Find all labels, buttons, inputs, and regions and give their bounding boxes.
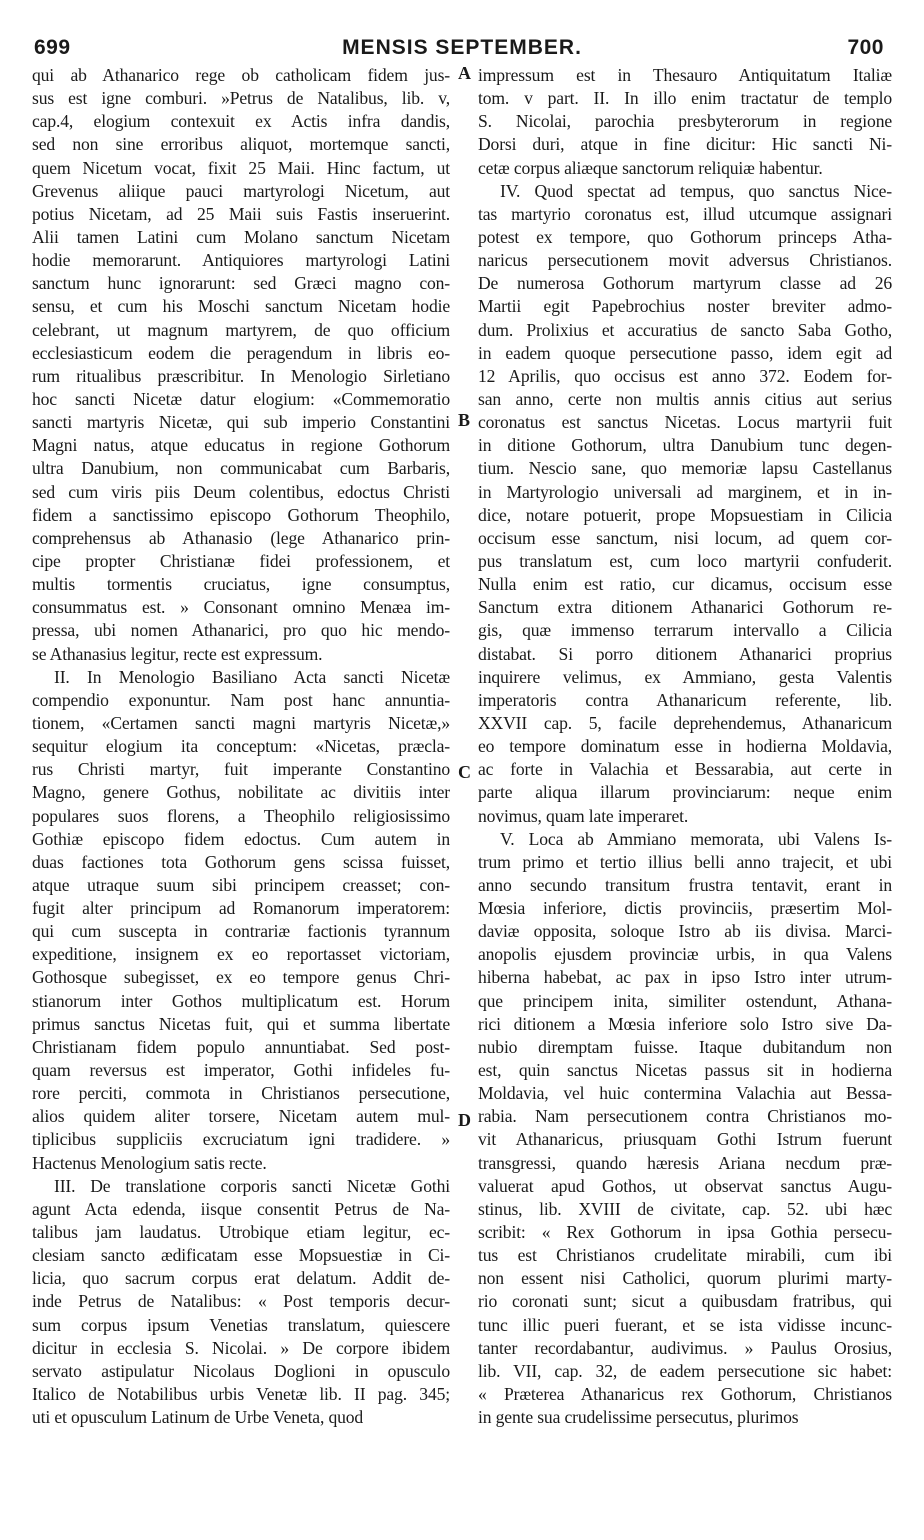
text-line: qui ab Athanarico rege ob catholicam fidem jus- (32, 65, 450, 85)
text-line: atque utraque suum sibi principem creasset; con- (32, 874, 450, 895)
text-line: coronatus est sanctus Nicetas. Locus martyrii fuit (478, 412, 892, 433)
text-line: distabat. Si porro ditionem Athanarici proprius (478, 643, 892, 664)
text-line: hodie memorarunt. Antiquiores martyrologi Latini (32, 250, 450, 271)
text-line: III. De translatione corporis sancti Nicetæ Gothi (54, 1175, 450, 1196)
text-line: fidem a sanctissimo episcopo Gothorum Theophilo, (32, 504, 450, 525)
text-line: sum corpus ipsum Venetias translatum, quiescere (32, 1314, 450, 1335)
text-line: est, quin sanctus Nicetas passus sit in hodierna (478, 1060, 892, 1081)
text-line: gis, quæ immenso terrarum intervallo a Cilicia (478, 620, 892, 641)
text-line: se Athanasius legitur, recte est expressum. (32, 643, 323, 664)
text-line: Alii tamen Latini cum Molano sanctum Nicetam (32, 226, 450, 247)
text-line: multis tormentis cruciatus, igne consumptus, (32, 574, 450, 595)
text-line: hoc sancti Nicetæ datur elogium: «Commemoratio (32, 388, 450, 409)
text-line: tus est Christianos crudelitate mirabili, cum ibi (478, 1245, 892, 1266)
text-line: Sanctum extra ditionem Athanarici Gothorum re- (478, 597, 892, 618)
text-line: Mœsia inferiore, dictis provinciis, præsertim Mol- (478, 898, 892, 919)
text-line: in Martyrologio universali ad marginem, et in in- (478, 481, 892, 502)
text-line: sequitur elogium ita conceptum: «Nicetas, præcla- (32, 736, 450, 757)
text-line: Magni natus, atque educatus in regione Gothorum (32, 435, 450, 456)
text-line: impressum est in Thesauro Antiquitatum Italiæ (478, 65, 892, 85)
text-line: comprehensus ab Athanasio (lege Athanarico prin- (32, 527, 450, 548)
text-line: rabia. Nam persecutionem contra Christianos mo- (478, 1106, 892, 1127)
text-line: scribit: « Rex Gothorum in ipsa Gothia persecu- (478, 1222, 892, 1243)
text-line: san anno, certe non multis annis citius aut serius (478, 388, 892, 409)
text-line: IV. Quod spectat ad tempus, quo sanctus Nice- (500, 180, 892, 201)
text-line: occisum esse sanctum, nisi locum, ad quem cor- (478, 527, 892, 548)
text-line: sus est igne comburi. »Petrus de Natalibus, lib. v, (32, 88, 450, 109)
text-line: XXVII cap. 5, facile deprehendemus, Athanaricum (478, 712, 892, 733)
text-line: novimus, quam late imperaret. (478, 805, 689, 826)
text-line: tiplicibus suppliciis excruciatum igni tradidere. » (32, 1129, 450, 1150)
right-page-number: 700 (847, 36, 884, 59)
text-line: stinus, lib. XVIII de civitate, cap. 52. ubi hæc (478, 1198, 892, 1219)
text-line: sancti martyris Nicetæ, qui sub imperio Constantini (32, 412, 450, 433)
text-line: dice, notare potuerit, prope Mopsuestiam in Cilicia (478, 504, 892, 525)
margin-marker-d: D (458, 1110, 471, 1130)
text-line: in gente sua crudelissime persecutus, plurimos (478, 1407, 799, 1428)
text-line: tunc illic pueri fuerant, et se ista vidisse incunc- (478, 1314, 892, 1335)
text-line: sed non sine erroribus aliquot, mortemque sancti, (32, 134, 450, 155)
text-line: nubio diremptam fuisse. Itaque dubitandum non (478, 1036, 892, 1057)
text-line: cipe propter Christianæ fidei professionem, et (32, 550, 450, 571)
text-line: ultra Danubium, non communicabat cum Barbaris, (32, 458, 450, 479)
text-line: ac forte in Valachia et Bessarabia, aut certe in (478, 759, 892, 780)
text-line: rum ritualibus præscribitur. In Menologio Sirletiano (32, 365, 450, 386)
text-line: sanctum hunc ignorarunt: sed Græci magno con- (32, 273, 450, 294)
text-line: rici ditionem a Mœsia inferiore solo Istro sive Da- (478, 1013, 892, 1034)
left-text-column (32, 64, 450, 1429)
right-text-column (478, 64, 892, 1429)
text-line: tium. Nescio sane, quo memoriæ lapsu Castellanus (478, 458, 892, 479)
text-line: licia, quo sacrum corpus erat delatum. Addit de- (32, 1268, 450, 1289)
text-line: populares suos florens, a Theophilo religiosissimo (32, 805, 450, 826)
text-line: dum. Prolixius et accuratius de sancto Saba Gotho, (478, 319, 892, 340)
text-line: potest ex tempore, quo Gothorum princeps Atha- (478, 226, 892, 247)
text-line: daviæ opposita, soloque Istro ab iis divisa. Marci- (478, 921, 892, 942)
text-line: 12 Aprilis, quo occisus est anno 372. Eodem for- (478, 365, 892, 386)
text-line: in ditione Gothorum, ultra Danubium tunc degen- (478, 435, 892, 456)
text-line: Martii egit Papebrochius noster breviter admo- (478, 296, 892, 317)
text-line: Italico de Notabilibus urbis Venetæ lib. II pag. 345; (32, 1384, 450, 1405)
text-line: uti et opusculum Latinum de Urbe Veneta, quod (32, 1407, 364, 1428)
text-line: clesiam sancto ædificatam esse Mopsuestiæ in Ci- (32, 1245, 450, 1266)
text-line: Gothiæ episcopo fidem edoctus. Cum autem in (32, 828, 450, 849)
text-line: stianorum inter Gothos multiplicatum est. Horum (32, 990, 450, 1011)
text-line: expeditione, insignem ex eo reportasset victoriam, (32, 944, 450, 965)
text-line: anopolis ejusdem provinciæ urbis, in qua Valens (478, 944, 892, 965)
text-line: inde Petrus de Natalibus: « Post temporis decur- (32, 1291, 450, 1312)
margin-marker-a: A (458, 63, 471, 83)
margin-marker-c: C (458, 762, 471, 782)
text-line: quam reversus est imperator, Gothi infideles fu- (32, 1060, 450, 1081)
text-line: consummatus est. » Consonant omnino Menæa im- (32, 597, 450, 618)
text-line: Dorsi duri, atque in fine dicitur: Hic sancti Ni- (478, 134, 892, 155)
text-line: cetæ corpus aliæque sanctorum reliquiæ habentur. (478, 157, 823, 178)
text-line: pus translatum est, cum loco martyrii confuderit. (478, 550, 892, 571)
text-line: primus sanctus Nicetas fuit, qui et summa libertate (32, 1013, 450, 1034)
text-line: Nulla enim est ratio, cur dicamus, occisum esse (478, 574, 892, 595)
left-page-number: 699 (34, 36, 71, 59)
text-line: agunt Acta edenda, iisque consentit Petrus de Na- (32, 1198, 450, 1219)
text-line: tas martyrio coronatus est, illud utcumque assignari (478, 203, 892, 224)
text-line: Hactenus Menologium satis recte. (32, 1152, 267, 1173)
text-line: parte aliqua illarum provinciarum: neque enim (478, 782, 892, 803)
text-line: ecclesiasticum eodem die peragendum in libris eo- (32, 342, 450, 363)
text-line: Christianam fidem populo annuntiabat. Sed post- (32, 1036, 450, 1057)
text-line: dicitur in ecclesia S. Nicolai. » De corpore ibidem (32, 1337, 450, 1358)
text-line: rio coronati sunt; sicut a quibusdam fratribus, qui (478, 1291, 892, 1312)
text-line: talibus jam laudatus. Utrobique etiam legitur, ec- (32, 1222, 450, 1243)
text-line: pressa, ubi nomen Athanarici, pro quo hic mendo- (32, 620, 450, 641)
text-line: non essent nisi Catholici, quorum plurimi marty- (478, 1268, 892, 1289)
text-line: De numerosa Gothorum martyrum classe ad 26 (478, 273, 892, 294)
text-line: trum primo et tertio illius belli anno trajecit, et ubi (478, 851, 892, 872)
text-line: V. Loca ab Ammiano memorata, ubi Valens Is- (500, 828, 892, 849)
margin-marker-b: B (458, 410, 471, 430)
text-line: Gothosque subegisset, ex eo tempore genus Chri- (32, 967, 450, 988)
text-line: naricus persecutionem movit adversus Christianos. (478, 250, 892, 271)
text-line: in eadem quoque persecutione passo, idem egit ad (478, 342, 892, 363)
text-line: rus Christi martyr, fuit imperante Constantino (32, 759, 450, 780)
text-line: que principem inita, similiter ostendunt, Athana- (478, 990, 892, 1011)
text-line: transgressi, quando hæresis Ariana necdum præ- (478, 1152, 892, 1173)
text-line: inquirere velimus, ex Ammiano, gesta Valentis (478, 666, 892, 687)
text-line: duas factiones tota Gothorum gens scissa fuisset, (32, 851, 450, 872)
running-title: MENSIS SEPTEMBER. (342, 36, 582, 59)
text-line: valuerat apud Gothos, ut observat sanctus Augu- (478, 1175, 892, 1196)
text-line: qui cum suscepta in contrariæ factionis tyrannum (32, 921, 450, 942)
text-line: tionem, «Certamen sancti magni martyris Nicetæ,» (32, 712, 450, 733)
text-line: sensu, et cum his Moschi sanctum Nicetam hodie (32, 296, 450, 317)
text-line: S. Nicolai, parochia presbyterorum in regione (478, 111, 892, 132)
text-line: lib. VII, cap. 32, de eadem persecutione sic habet: (478, 1360, 892, 1381)
text-line: « Præterea Athanaricus rex Gothorum, Christianos (478, 1384, 892, 1405)
text-line: celebrant, ut magnum martyrem, de quo officium (32, 319, 450, 340)
text-line: servato astipulatur Nicolaus Doglioni in opusculo (32, 1360, 450, 1381)
text-line: eo tempore dominatum esse in hodierna Moldavia, (478, 736, 892, 757)
text-line: anno secundo transitum frustra tentavit, erant in (478, 874, 892, 895)
text-line: sed cum viris piis Deum colentibus, edoctus Christi (32, 481, 450, 502)
text-line: fugit alter principum ad Romanorum imperatorem: (32, 898, 450, 919)
text-line: vit Athanaricus, priusquam Gothi Istrum fuerunt (478, 1129, 892, 1150)
text-line: quem Nicetum vocat, fixit 25 Maii. Hinc factum, ut (32, 157, 450, 178)
text-line: compendio exponuntur. Nam post hanc annuntia- (32, 689, 450, 710)
text-line: cap.4, elogium contexuit ex Actis infra dandis, (32, 111, 450, 132)
text-line: imperatoris contra Athanaricum referente, lib. (478, 689, 892, 710)
text-line: tanter recordabantur, audivimus. » Paulus Orosius, (478, 1337, 892, 1358)
text-line: Grevenus aliique pauci martyrologi Nicetum, aut (32, 180, 450, 201)
text-line: rore perciti, commota in Christianos persecutione, (32, 1083, 450, 1104)
text-line: II. In Menologio Basiliano Acta sancti Nicetæ (54, 666, 450, 687)
text-line: potius Nicetam, ad 25 Maii suis Fastis inseruerint. (32, 203, 450, 224)
text-line: tom. v part. II. In illo enim tractatur de templo (478, 88, 892, 109)
text-line: Magno, genere Gothus, nobilitate ac divitiis inter (32, 782, 450, 803)
text-line: hiberna habebat, ac pax in ipso Istro inter utrum- (478, 967, 892, 988)
text-line: alios quidem aliter torsere, Nicetam autem mul- (32, 1106, 450, 1127)
text-line: Moldavia, vel huic contermina Valachia aut Bessa- (478, 1083, 892, 1104)
